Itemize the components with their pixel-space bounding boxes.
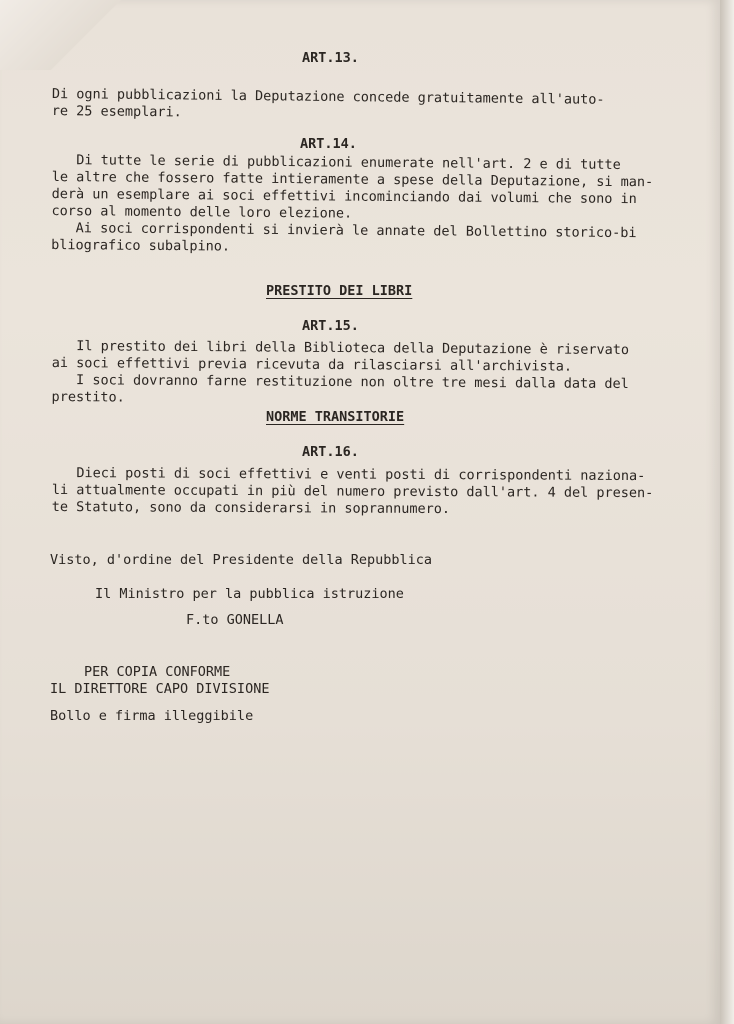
bollo-line: Bollo e firma illeggibile <box>50 708 254 724</box>
visto-line: Visto, d'ordine del Presidente della Repubblica <box>50 552 433 568</box>
art-13-heading: ART.13. <box>302 50 359 66</box>
art-14-heading: ART.14. <box>300 136 357 152</box>
art-16-heading: ART.16. <box>302 444 359 460</box>
copia-conforme-line: PER COPIA CONFORME <box>84 664 231 680</box>
ministro-line: Il Ministro per la pubblica istruzione <box>95 586 404 602</box>
folded-corner <box>0 0 130 70</box>
art-15-heading: ART.15. <box>302 318 359 334</box>
art-14-body: Di tutte le serie di pubblicazioni enumerate nell'art. 2 e di tutte le altre che fossero fatte intieramente a spese della Deputazione, si man- derà un esemplare ai soci effettivi incominciando dai volumi che sono in corso al momento delle loro elezione. Ai soci corrispondenti si invierà le annate del Bollettino storico-bi bliografico subalpino. <box>51 152 654 255</box>
art-13-body: Di ogni pubblicazioni la Deputazione concede gratuitamente all'auto- re 25 esemplari. <box>51 86 605 121</box>
page-edge <box>720 0 734 1024</box>
prestito-section-title: PRESTITO DEI LIBRI <box>266 283 413 299</box>
art-15-body: Il prestito dei libri della Biblioteca della Deputazione è riservato ai soci effettivi previa ricevuta da rilasciarsi all'archivista. I soci dovranno farne restituzione non oltre tre mesi dalla data del prestito. <box>51 338 630 406</box>
firma-line: F.to GONELLA <box>186 612 284 628</box>
direttore-line: IL DIRETTORE CAPO DIVISIONE <box>50 681 270 697</box>
transitorie-section-title: NORME TRANSITORIE <box>266 409 405 425</box>
art-16-body: Dieci posti di soci effettivi e venti posti di corrispondenti naziona- li attualmente occupati in più del numero previsto dall'art. 4 del presen- te Statuto, sono da considerarsi in soprannumero. <box>51 465 654 518</box>
